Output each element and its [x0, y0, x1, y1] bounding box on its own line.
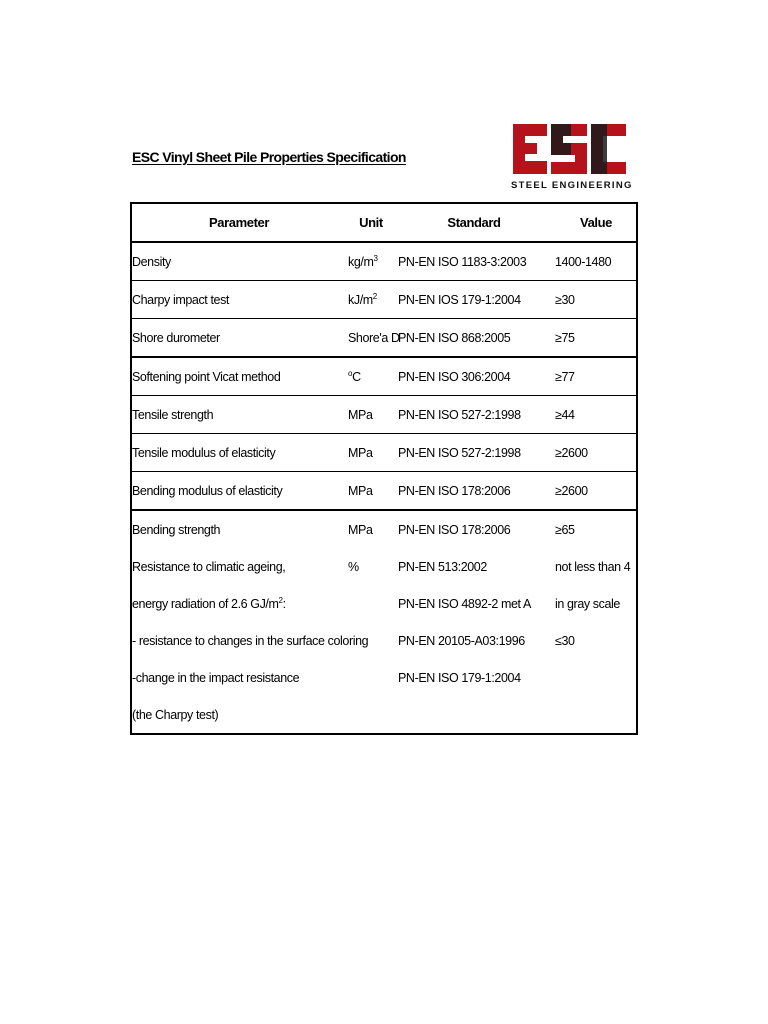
table-row: [132, 434, 636, 472]
document-title: ESC Vinyl Sheet Pile Properties Specification: [132, 149, 406, 165]
row-value: ≤30: [555, 633, 575, 648]
esc-logo: [511, 122, 633, 192]
row-value: not less than 4: [555, 559, 631, 574]
row-value: 1400-1480: [555, 254, 612, 269]
row-standard: PN-EN ISO 527-2:1998: [398, 407, 521, 422]
header-standard: Standard: [447, 215, 501, 230]
row-unit: MPa: [348, 522, 373, 537]
row-unit: %: [348, 559, 359, 574]
header-value: Value: [580, 215, 612, 230]
row-parameter: Charpy impact test: [132, 292, 230, 307]
row-standard: PN-EN ISO 527-2:1998: [398, 445, 521, 460]
properties-table: [130, 202, 638, 735]
row-parameter: (the Charpy test): [132, 707, 219, 722]
row-unit: MPa: [348, 483, 373, 498]
header-parameter: Parameter: [209, 215, 269, 230]
table-row-ageing: [132, 659, 636, 696]
table-row-ageing: [132, 585, 636, 622]
row-parameter: Tensile modulus of elasticity: [132, 445, 276, 460]
row-parameter: energy radiation of 2.6 $GJ/m^2$:: [132, 595, 286, 612]
row-parameter: Bending modulus of elasticity: [132, 483, 283, 498]
row-unit: Shore'a D: [348, 330, 400, 345]
row-value: ≥75: [555, 330, 575, 345]
row-standard: PN-EN ISO 178:2006: [398, 522, 511, 537]
row-value: ≥2600: [555, 445, 588, 460]
row-unit: $kJ/m^2$: [348, 291, 377, 308]
row-value: ≥44: [555, 407, 575, 422]
row-value: ≥77: [555, 369, 575, 384]
row-standard: PN-EN 20105-A03:1996: [398, 633, 525, 648]
row-standard: PN-EN ISO 4892-2 met A: [398, 596, 531, 611]
table-header-row: [132, 204, 636, 243]
row-parameter: -change in the impact resistance: [132, 670, 300, 685]
row-parameter: Density: [132, 254, 171, 269]
table-row-ageing: [132, 548, 636, 585]
logo-caption: STEEL ENGINEERING: [511, 180, 633, 191]
table-row: [132, 396, 636, 434]
header-unit: Unit: [359, 215, 383, 230]
table-row: [132, 319, 636, 358]
row-unit: MPa: [348, 407, 373, 422]
row-value: ≥30: [555, 292, 575, 307]
row-standard: PN-EN 513:2002: [398, 559, 487, 574]
row-unit: $^o$C: [348, 368, 361, 385]
row-parameter: Resistance to climatic ageing,: [132, 559, 286, 574]
row-standard: PN-EN IOS 179-1:2004: [398, 292, 521, 307]
table-row: [132, 472, 636, 511]
table-row: [132, 358, 636, 396]
table-row-ageing: [132, 622, 636, 659]
row-value: ≥2600: [555, 483, 588, 498]
row-unit: MPa: [348, 445, 373, 460]
row-standard: PN-EN ISO 179-1:2004: [398, 670, 521, 685]
row-unit: $kg/m^3$: [348, 253, 378, 270]
table-row-ageing: [132, 696, 636, 733]
row-standard: PN-EN ISO 178:2006: [398, 483, 511, 498]
row-standard: PN-EN ISO 1183-3:2003: [398, 254, 527, 269]
row-value: ≥65: [555, 522, 575, 537]
row-parameter: Softening point Vicat method: [132, 369, 281, 384]
row-parameter: - resistance to changes in the surface coloring: [132, 633, 369, 648]
row-value: in gray scale: [555, 596, 620, 611]
row-standard: PN-EN ISO 306:2004: [398, 369, 511, 384]
row-standard: PN-EN ISO 868:2005: [398, 330, 511, 345]
table-row: [132, 243, 636, 281]
row-parameter: Shore durometer: [132, 330, 220, 345]
row-parameter: Tensile strength: [132, 407, 214, 422]
table-row: [132, 281, 636, 319]
esc-logo-mark: [511, 122, 628, 178]
row-parameter: Bending strength: [132, 522, 221, 537]
table-row: [132, 511, 636, 548]
